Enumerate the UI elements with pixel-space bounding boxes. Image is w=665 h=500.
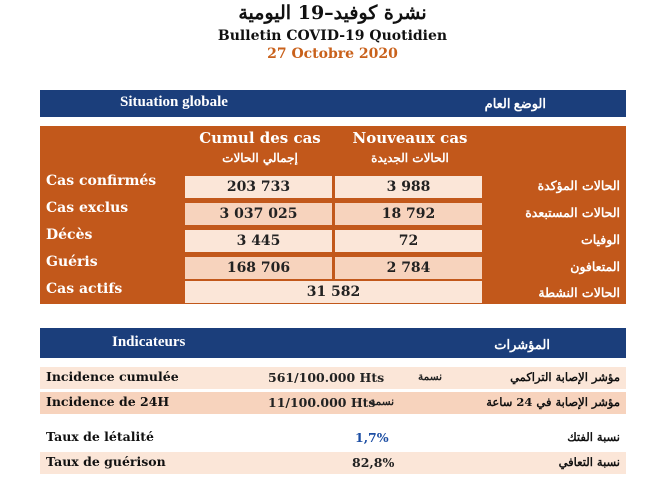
cell-deaths-new: 72 — [335, 230, 482, 252]
cell-active-value: 31 582 — [185, 281, 482, 303]
indicator-row — [40, 392, 626, 414]
indicator-value: 82,8% — [352, 455, 395, 470]
indicator-label-ar: مؤشر الإصابة في 24 ساعة — [486, 395, 620, 409]
cell-confirmed-new: 3 988 — [335, 176, 482, 198]
row-label-recovered: Guéris — [46, 254, 98, 270]
bulletin-title-fr: Bulletin COVID-19 Quotidien — [217, 28, 448, 44]
indicator-unit-ar: نسمة — [370, 396, 394, 408]
row-label-recovered-ar: المتعافون — [570, 259, 620, 274]
situation-table — [40, 126, 626, 304]
indicator-row — [40, 427, 626, 449]
indicator-label: Taux de guérison — [46, 454, 166, 469]
col-cumul-fr: Cumul des cas — [199, 129, 321, 147]
indicator-label: Taux de létalité — [46, 429, 154, 444]
col-cumul-ar: إجمالي الحالات — [222, 151, 298, 165]
row-label-deaths-ar: الوفيات — [580, 232, 620, 247]
bulletin-title-ar: نشرة كوفيد–19 اليومية — [238, 2, 427, 24]
indicators-heading-ar: المؤشرات — [494, 337, 550, 352]
cell-excluded-new: 18 792 — [335, 203, 482, 225]
indicator-value: 1,7% — [355, 430, 389, 445]
row-label-active: Cas actifs — [46, 281, 123, 297]
situation-heading-fr: Situation globale — [120, 94, 228, 110]
situation-header — [40, 90, 626, 117]
indicator-label-ar: نسبة التعافي — [558, 455, 620, 469]
bulletin-date: 27 Octobre 2020 — [267, 46, 398, 62]
row-label-active-ar: الحالات النشطة — [538, 285, 620, 300]
indicator-row — [40, 367, 626, 389]
indicator-label: Incidence de 24H — [46, 394, 170, 409]
row-label-excluded-ar: الحالات المستبعدة — [525, 205, 620, 220]
indicator-unit-ar: نسمة — [418, 371, 442, 383]
row-label-excluded: Cas exclus — [46, 200, 129, 216]
situation-heading-ar: الوضع العام — [484, 96, 546, 111]
indicator-row — [40, 452, 626, 474]
cell-confirmed-cumul: 203 733 — [185, 176, 332, 198]
cell-recovered-new: 2 784 — [335, 257, 482, 279]
indicator-label: Incidence cumulée — [46, 369, 179, 384]
indicator-value: 561/100.000 Hts — [268, 370, 385, 385]
indicator-label-ar: نسبة الفتك — [567, 430, 620, 444]
row-label-deaths: Décès — [46, 227, 93, 243]
col-new-fr: Nouveaux cas — [352, 129, 468, 147]
cell-recovered-cumul: 168 706 — [185, 257, 332, 279]
row-label-confirmed: Cas confirmés — [46, 173, 157, 189]
indicator-label-ar: مؤشر الإصابة التراكمي — [510, 370, 620, 384]
indicators-heading-fr: Indicateurs — [112, 334, 186, 350]
col-new-ar: الحالات الجديدة — [371, 151, 449, 165]
cell-excluded-cumul: 3 037 025 — [185, 203, 332, 225]
row-label-confirmed-ar: الحالات المؤكدة — [537, 178, 620, 193]
indicators-header — [40, 328, 626, 358]
indicator-value: 11/100.000 Hts — [268, 395, 376, 410]
cell-deaths-cumul: 3 445 — [185, 230, 332, 252]
